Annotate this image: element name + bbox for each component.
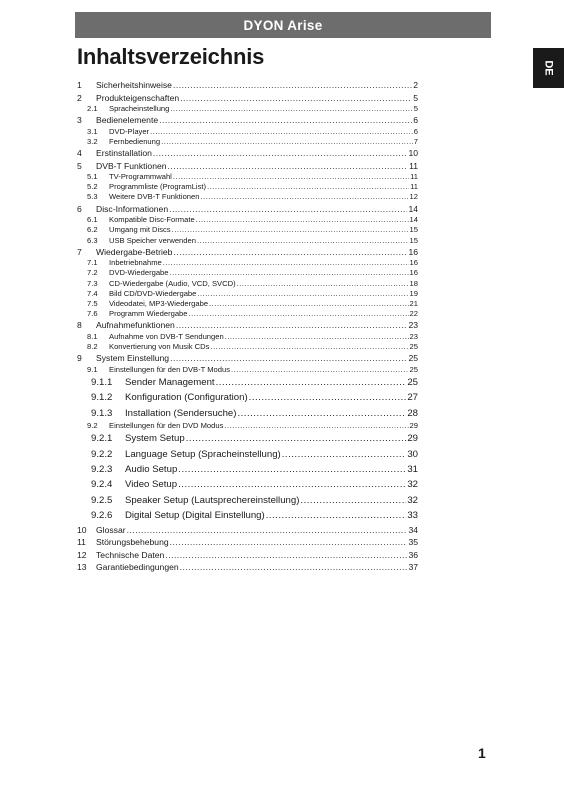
toc-entry-title: USB Speicher verwenden bbox=[109, 235, 196, 245]
toc-entry-number: 9.2.4 bbox=[91, 479, 113, 491]
toc-entry[interactable] bbox=[77, 536, 418, 549]
toc-entry-number: 5 bbox=[77, 160, 82, 171]
toc-entry-page: 5 bbox=[413, 104, 418, 113]
toc-entry-page: 5 bbox=[413, 92, 418, 103]
toc-entry[interactable] bbox=[77, 352, 418, 365]
toc-entry[interactable] bbox=[77, 508, 418, 523]
toc-entry-page: 11 bbox=[410, 182, 418, 192]
toc-entry-page: 10 bbox=[408, 148, 418, 159]
toc-entry-title: Aufnahmefunktionen bbox=[96, 320, 175, 331]
toc-leader-dots bbox=[172, 225, 409, 235]
toc-leader-dots bbox=[180, 561, 408, 574]
toc-entry-page: 15 bbox=[409, 235, 418, 245]
toc-entry-page: 27 bbox=[407, 392, 418, 404]
table-of-contents bbox=[77, 79, 418, 574]
toc-leader-dots bbox=[189, 309, 409, 319]
toc-entry-title: Disc-Informationen bbox=[96, 203, 169, 214]
toc-entry-page: 23 bbox=[408, 320, 418, 331]
toc-entry-title: CD-Wiedergabe (Audio, VCD, SVCD) bbox=[109, 278, 236, 288]
toc-entry-number: 7.4 bbox=[87, 288, 98, 298]
toc-entry[interactable] bbox=[77, 447, 418, 462]
toc-entry-number: 7.2 bbox=[87, 268, 98, 278]
toc-entry-number: 7.6 bbox=[87, 309, 98, 319]
toc-entry[interactable] bbox=[77, 160, 418, 173]
toc-entry-page: 16 bbox=[409, 268, 418, 278]
toc-entry-title: Erstinstallation bbox=[96, 148, 152, 159]
toc-entry-page: 25 bbox=[409, 364, 418, 374]
toc-entry-title: DVD-Player bbox=[109, 126, 150, 136]
toc-leader-dots bbox=[169, 203, 407, 216]
toc-entry-page: 16 bbox=[409, 258, 418, 268]
toc-entry-page: 29 bbox=[407, 433, 418, 445]
toc-leader-dots bbox=[300, 493, 406, 508]
toc-entry-title: Sender Management bbox=[125, 376, 215, 388]
toc-entry-number: 3 bbox=[77, 115, 82, 126]
toc-entry-number: 9.2.1 bbox=[91, 433, 113, 445]
toc-entry[interactable] bbox=[77, 92, 418, 105]
toc-entry-title: Sicherheitshinweise bbox=[96, 80, 172, 90]
toc-entry-title: Inbetriebnahme bbox=[109, 258, 162, 268]
toc-entry-number: 9 bbox=[77, 353, 82, 364]
page-number: 1 bbox=[478, 745, 486, 761]
toc-leader-dots bbox=[176, 319, 408, 332]
toc-entry[interactable] bbox=[77, 137, 418, 147]
toc-entry-title: Glossar bbox=[96, 524, 126, 535]
toc-entry-title: Konfiguration (Configuration) bbox=[125, 392, 248, 404]
toc-entry-number: 6.3 bbox=[87, 235, 98, 245]
toc-entry-title: Digital Setup (Digital Einstellung) bbox=[125, 510, 265, 522]
toc-entry[interactable] bbox=[77, 114, 418, 127]
toc-leader-dots bbox=[200, 192, 408, 202]
toc-leader-dots bbox=[168, 160, 409, 173]
toc-entry-page: 7 bbox=[413, 136, 418, 146]
toc-entry-number: 4 bbox=[77, 148, 82, 159]
toc-entry-number: 7 bbox=[77, 246, 82, 257]
toc-entry-number: 9.1.2 bbox=[91, 392, 113, 404]
toc-entry[interactable] bbox=[77, 279, 418, 289]
toc-leader-dots bbox=[170, 352, 407, 365]
toc-entry-page: 32 bbox=[407, 494, 418, 506]
toc-leader-dots bbox=[207, 182, 409, 192]
toc-leader-dots bbox=[178, 462, 406, 477]
toc-entry-title: Technische Daten bbox=[96, 549, 165, 560]
toc-entry[interactable] bbox=[77, 561, 418, 574]
toc-entry-title: Weitere DVB-T Funktionen bbox=[109, 192, 200, 202]
toc-entry[interactable] bbox=[77, 203, 418, 216]
toc-entry-number: 6.1 bbox=[87, 215, 98, 225]
toc-leader-dots bbox=[150, 127, 413, 137]
toc-entry[interactable] bbox=[77, 147, 418, 160]
toc-entry-title: Fernbedienung bbox=[109, 136, 161, 146]
toc-leader-dots bbox=[178, 477, 406, 492]
toc-entry-title: Garantiebedingungen bbox=[96, 562, 179, 573]
toc-entry[interactable] bbox=[77, 236, 418, 246]
toc-leader-dots bbox=[163, 258, 409, 268]
toc-entry[interactable] bbox=[77, 225, 418, 235]
toc-leader-dots bbox=[186, 431, 407, 446]
toc-entry[interactable] bbox=[77, 431, 418, 446]
toc-entry-title: TV-Programmwahl bbox=[109, 172, 172, 182]
toc-entry-number: 13 bbox=[77, 562, 87, 573]
toc-entry-number: 7.1 bbox=[87, 258, 98, 268]
toc-entry-title: Video Setup bbox=[125, 479, 178, 491]
toc-entry-number: 8 bbox=[77, 320, 82, 331]
toc-entry-title: Störungsbehebung bbox=[96, 537, 169, 548]
toc-leader-dots bbox=[216, 375, 407, 390]
document-header-title: DYON Arise bbox=[243, 17, 323, 33]
toc-entry[interactable] bbox=[77, 127, 418, 137]
toc-leader-dots bbox=[196, 215, 409, 225]
toc-entry-number: 6 bbox=[77, 203, 82, 214]
toc-entry-title: Einstellungen für den DVD Modus bbox=[109, 421, 224, 431]
toc-entry-page: 21 bbox=[409, 298, 418, 308]
toc-entry-number: 5.1 bbox=[87, 172, 98, 182]
toc-leader-dots bbox=[237, 279, 409, 289]
document-header-bar bbox=[75, 12, 491, 38]
toc-entry[interactable] bbox=[77, 375, 418, 390]
toc-leader-dots bbox=[165, 549, 407, 562]
toc-entry-page: 32 bbox=[407, 479, 418, 491]
toc-entry-number: 6.2 bbox=[87, 225, 98, 235]
toc-entry-title: Spracheinstellung bbox=[109, 104, 170, 113]
toc-entry-title: Audio Setup bbox=[125, 464, 178, 476]
toc-entry[interactable] bbox=[77, 104, 418, 114]
toc-entry-title: Programmliste (ProgramList) bbox=[109, 182, 207, 192]
toc-leader-dots bbox=[173, 246, 407, 259]
toc-entry-title: Bild CD/DVD-Wiedergabe bbox=[109, 288, 197, 298]
toc-entry[interactable] bbox=[77, 172, 418, 182]
toc-entry-number: 8.2 bbox=[87, 342, 98, 351]
toc-entry[interactable] bbox=[77, 477, 418, 492]
language-tab bbox=[533, 48, 564, 88]
toc-entry-title: Videodatei, MP3-Wiedergabe bbox=[109, 298, 209, 308]
toc-entry[interactable] bbox=[77, 268, 418, 278]
toc-leader-dots bbox=[127, 524, 408, 537]
toc-entry-page: 36 bbox=[408, 549, 418, 560]
toc-entry-title: Konvertierung von Musik CDs bbox=[109, 342, 210, 351]
toc-leader-dots bbox=[225, 332, 409, 342]
toc-leader-dots bbox=[210, 342, 408, 352]
toc-entry-page: 14 bbox=[408, 203, 418, 214]
toc-entry-title: Speaker Setup (Lautsprechereinstellung) bbox=[125, 494, 300, 506]
toc-entry[interactable] bbox=[77, 258, 418, 268]
toc-entry-page: 25 bbox=[407, 376, 418, 388]
toc-entry[interactable] bbox=[77, 462, 418, 477]
toc-entry-page: 34 bbox=[408, 524, 418, 535]
toc-leader-dots bbox=[282, 447, 407, 462]
toc-entry-number: 9.2.5 bbox=[91, 494, 113, 506]
toc-entry[interactable] bbox=[77, 192, 418, 202]
toc-leader-dots bbox=[170, 104, 412, 114]
toc-entry-number: 9.2.6 bbox=[91, 510, 113, 522]
toc-entry-number: 10 bbox=[77, 524, 87, 535]
toc-entry-title: DVB-T Funktionen bbox=[96, 160, 167, 171]
toc-entry-number: 5.3 bbox=[87, 192, 98, 202]
toc-leader-dots bbox=[170, 268, 409, 278]
toc-entry-page: 12 bbox=[409, 192, 418, 202]
toc-entry-page: 14 bbox=[409, 215, 418, 225]
toc-entry-page: 28 bbox=[407, 407, 418, 419]
toc-leader-dots bbox=[173, 79, 412, 92]
toc-entry-number: 9.2.2 bbox=[91, 448, 113, 460]
toc-entry[interactable] bbox=[77, 549, 418, 562]
toc-entry-title: Produkteigenschaften bbox=[96, 92, 180, 103]
toc-entry-title: Umgang mit Discs bbox=[109, 225, 171, 235]
toc-entry-number: 12 bbox=[77, 549, 87, 560]
toc-leader-dots bbox=[153, 147, 408, 160]
toc-entry-title: Wiedergabe-Betrieb bbox=[96, 246, 173, 257]
toc-entry-title: Aufnahme von DVB-T Sendungen bbox=[109, 331, 224, 341]
toc-entry-page: 31 bbox=[407, 464, 418, 476]
toc-entry[interactable] bbox=[77, 182, 418, 192]
toc-entry-page: 19 bbox=[409, 288, 418, 298]
toc-entry-title: Bedienelemente bbox=[96, 115, 159, 126]
toc-entry-page: 11 bbox=[410, 172, 418, 182]
toc-entry-title: System Einstellung bbox=[96, 353, 170, 364]
toc-leader-dots bbox=[180, 92, 412, 105]
toc-entry-title: DVD-Wiedergabe bbox=[109, 268, 169, 278]
toc-entry-page: 2 bbox=[413, 80, 418, 90]
toc-leader-dots bbox=[159, 114, 412, 127]
toc-entry-page: 18 bbox=[409, 278, 418, 288]
toc-entry-number: 8.1 bbox=[87, 331, 98, 341]
toc-entry-number: 9.1.3 bbox=[91, 407, 113, 419]
toc-leader-dots bbox=[197, 289, 408, 299]
toc-entry-number: 5.2 bbox=[87, 182, 98, 192]
toc-entry[interactable] bbox=[77, 524, 418, 537]
toc-entry-number: 3.2 bbox=[87, 136, 98, 146]
toc-entry-page: 33 bbox=[407, 510, 418, 522]
toc-leader-dots bbox=[170, 536, 408, 549]
page-title: Inhaltsverzeichnis bbox=[77, 44, 265, 69]
toc-entry[interactable] bbox=[77, 421, 418, 431]
toc-entry[interactable] bbox=[77, 246, 418, 259]
toc-entry-page: 11 bbox=[409, 160, 418, 171]
toc-entry-title: Einstellungen für den DVB-T Modus bbox=[109, 364, 231, 374]
toc-entry-page: 15 bbox=[409, 225, 418, 235]
toc-leader-dots bbox=[237, 406, 406, 421]
toc-entry-page: 6 bbox=[413, 126, 418, 136]
toc-entry-title: System Setup bbox=[125, 433, 185, 445]
toc-entry-page: 25 bbox=[409, 342, 418, 351]
toc-entry-page: 37 bbox=[408, 562, 418, 573]
toc-entry-number: 9.2 bbox=[87, 421, 98, 431]
toc-entry-title: Programm Wiedergabe bbox=[109, 309, 188, 319]
toc-entry-number: 11 bbox=[77, 537, 86, 548]
toc-entry-number: 9.1.1 bbox=[91, 376, 113, 388]
toc-entry[interactable] bbox=[77, 79, 418, 92]
toc-leader-dots bbox=[161, 137, 413, 147]
toc-entry[interactable] bbox=[77, 493, 418, 508]
toc-entry-number: 9.2.3 bbox=[91, 464, 113, 476]
toc-leader-dots bbox=[173, 172, 409, 182]
toc-leader-dots bbox=[266, 508, 407, 523]
toc-entry-page: 6 bbox=[413, 115, 418, 126]
toc-leader-dots bbox=[224, 421, 408, 431]
toc-entry-page: 30 bbox=[407, 448, 418, 460]
toc-entry[interactable] bbox=[77, 332, 418, 342]
toc-entry-page: 29 bbox=[409, 421, 418, 431]
toc-entry-title: Language Setup (Spracheinstellung) bbox=[125, 448, 281, 460]
toc-entry[interactable] bbox=[77, 319, 418, 332]
toc-entry[interactable] bbox=[77, 309, 418, 319]
toc-entry-number: 1 bbox=[77, 80, 82, 90]
toc-entry[interactable] bbox=[77, 215, 418, 225]
toc-entry[interactable] bbox=[77, 406, 418, 421]
toc-entry-title: Kompatible Disc-Formate bbox=[109, 215, 195, 225]
toc-entry-page: 25 bbox=[408, 353, 418, 364]
toc-entry-page: 35 bbox=[408, 537, 418, 548]
toc-entry-number: 2 bbox=[77, 92, 82, 103]
toc-entry-number: 7.3 bbox=[87, 278, 98, 288]
toc-entry-number: 3.1 bbox=[87, 126, 98, 136]
toc-entry-number: 7.5 bbox=[87, 298, 98, 308]
toc-entry[interactable] bbox=[77, 289, 418, 299]
toc-leader-dots bbox=[231, 365, 409, 375]
toc-leader-dots bbox=[249, 390, 407, 405]
toc-leader-dots bbox=[209, 299, 408, 309]
toc-entry[interactable] bbox=[77, 299, 418, 309]
toc-entry[interactable] bbox=[77, 390, 418, 405]
toc-entry[interactable] bbox=[77, 342, 418, 352]
toc-entry-page: 23 bbox=[409, 331, 418, 341]
toc-entry-page: 22 bbox=[409, 309, 418, 319]
toc-leader-dots bbox=[197, 236, 409, 246]
toc-entry-number: 9.1 bbox=[87, 364, 98, 374]
toc-entry-title: Installation (Sendersuche) bbox=[125, 407, 237, 419]
language-tab-label: DE bbox=[542, 60, 555, 76]
toc-entry-page: 16 bbox=[408, 246, 418, 257]
toc-entry-number: 2.1 bbox=[87, 104, 98, 113]
toc-entry[interactable] bbox=[77, 365, 418, 375]
